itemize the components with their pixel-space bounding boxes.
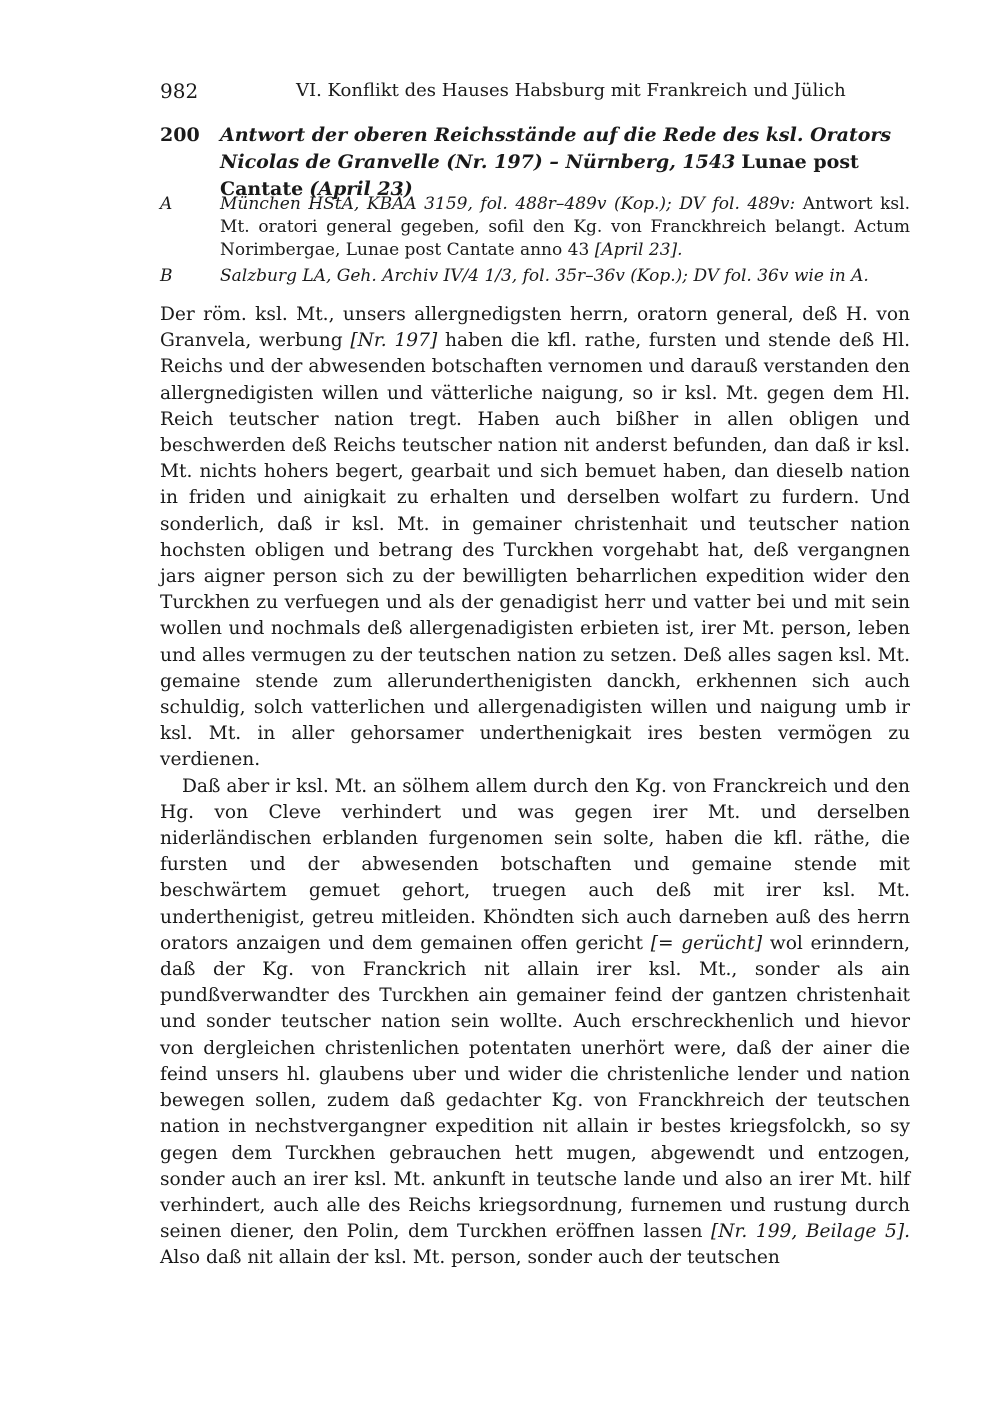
text-run: haben die kfl. rathe, fursten und stende deß Hl. Reichs und der abwesenden botschaften vernomen und darauß verstanden den allergnedigisten willen und vätterliche naigung, so ir ksl. Mt. gegen dem Hl. Reich teutscher nation tregt. Haben auch bißher in allen obligen und beschwerden deß Reichs teutscher nation nit anderst befunden, dan daß ir ksl. Mt. nichts hohers begert, gearbait und sich bemuet haben, dan dieselb nation in friden und ainigkait zu erhalten und derselben wolfart zu furdern. Und sonderlich, daß ir ksl. Mt. in gemainer christenhait und teutscher nation hochsten obligen und betrang des Turckhen vorgehabt hat, deß vergangnen jars aigner person sich zu der bewilligten beharrlichen expedition wider den Turckhen zu verfuegen und als der genadigist herr und vatter bei und mit sein wollen und nochmals deß allergenadigisten erbieten ist, irer Mt. person, leben und alles vermugen zu der teutschen nation zu setzen. Deß alles sagen ksl. Mt. gemaine stende zum allerunderthenigisten danckh, erkhennen sich auch schuldig, solch vatterlichen und allergenadigisten willen und naigung umb ir ksl. Mt. in aller gehorsamer underthenigkait ires besten vermögen zu verdienen. — [160, 330, 910, 771]
page-number: 982 — [160, 79, 199, 103]
cross-reference: [Nr. 199, Beilage 5]. — [711, 1221, 910, 1243]
document-number: 200 — [160, 124, 200, 146]
source-description — [220, 193, 910, 262]
text-run: Also daß nit allain der ksl. Mt. person, sonder auch der teutschen — [160, 1247, 780, 1269]
source-siglum: B — [160, 266, 173, 286]
document-title — [220, 122, 910, 203]
editorial-gloss: [= gerücht] — [650, 932, 763, 954]
source-siglum: A — [160, 194, 173, 214]
document-title-date: (April 23) — [309, 178, 413, 200]
text-run: wol erinndern, daß der Kg. von Franckrich nit allain irer ksl. Mt., sonder als ain pundßverwandter des Turckhen ain gemainer feind der gantzen christenhait und sonder teutscher nation sein wollte. Auch erschreckhenlich und hievor von dergleichen christenlichen potentaten unerhört were, daß der ainer die feind unsers hl. glaubens uber und wider die christenliche lender und nation bewegen sollen, zudem daß gedachter Kg. von Franckhreich der teutschen nation in nechstvergangner expedition nit allain ir bestes kriegsfolckh, so sy gegen dem Turckhen gebrauchen hett mugen, abgewendt und entzogen, sonder auch an irer ksl. Mt. ankunft in teutsche lande und also an irer Mt. hilf verhindert, auch alle des Reichs kriegsordnung, furnemen und rustung durch seinen diener, den Polin, dem Turckhen eröffnen lassen — [160, 932, 911, 1243]
source-description — [220, 265, 910, 288]
source-archive-ref: München HStA, KBÄA 3159, fol. 488r–489v (Kop.); DV fol. 489v: — [220, 194, 796, 214]
source-list — [160, 193, 910, 291]
text-run: Der röm. ksl. Mt., unsers allergnedigsten herrn, oratorn general, deß H. von Granvela, werbung — [160, 304, 910, 352]
cross-reference: [Nr. 197] — [350, 330, 438, 352]
source-entry — [160, 265, 910, 288]
running-title: VI. Konflikt des Hauses Habsburg mit Frankreich und Jülich — [296, 80, 846, 101]
document-title-roman: Lunae post Cantate — [220, 151, 859, 200]
source-date-note: [April 23]. — [594, 240, 683, 260]
body-text — [160, 302, 910, 1272]
paragraph — [160, 302, 910, 774]
source-archive-ref: Salzburg LA, Geh. Archiv IV/4 1/3, fol. 35r–36v (Kop.); DV fol. 36v wie in A. — [220, 266, 869, 286]
text-run: Daß aber ir ksl. Mt. an sölhem allem durch den Kg. von Franckreich und den Hg. von Cleve verhindert und was gegen irer Mt. und derselben niderländischen erblanden furgenomen sein solte, haben die kfl. räthe, die fursten und der abwesenden botschaften und gemaine stende mit beschwärtem gemuet gehort, truegen auch deß mit irer ksl. Mt. underthenigist, getreu mitleiden. Khöndten sich auch darneben auß des herrn orators anzaigen und dem gemainen offen gericht — [160, 775, 910, 954]
source-entry — [160, 193, 910, 262]
source-endorsement: Antwort ksl. Mt. oratori general gegeben, sofil den Kg. von Franckhreich belangt. Actum Norimbergae, Lunae post Cantate anno 43 — [220, 194, 910, 260]
document-title-italic: Antwort der oberen Reichsstände auf die Rede des ksl. Orators Nicolas de Granvelle (Nr. 197) – Nürnberg, 1543 — [220, 124, 892, 173]
paragraph — [160, 774, 910, 1272]
